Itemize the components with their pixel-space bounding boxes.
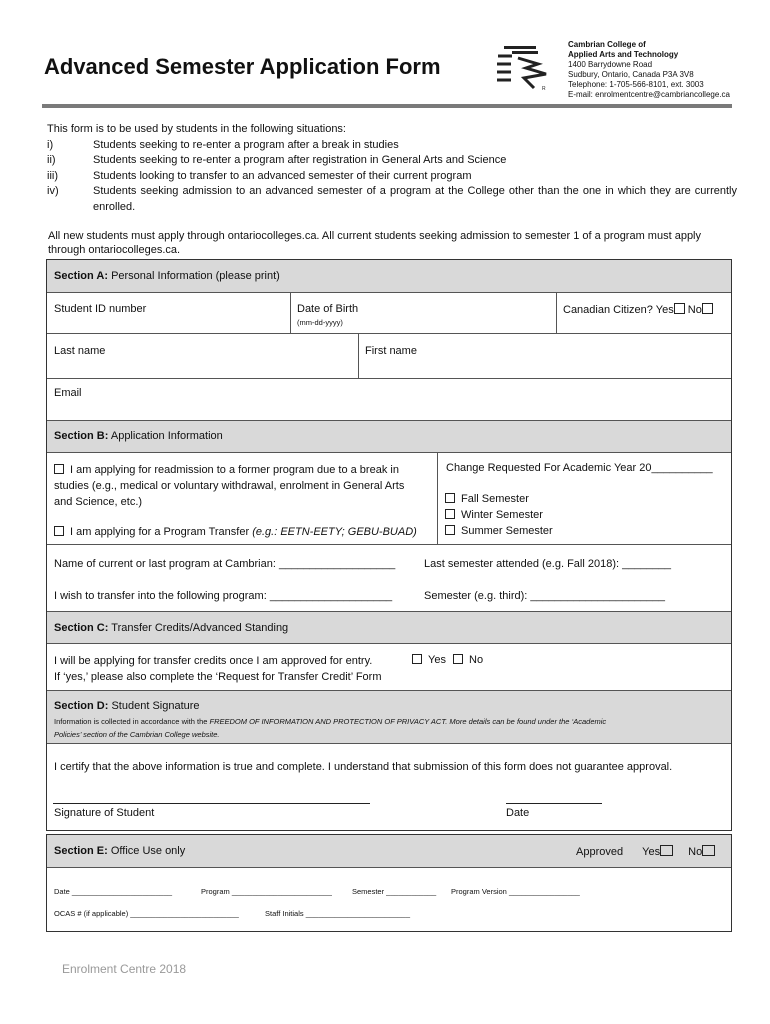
winter-semester-checkbox[interactable] <box>445 509 455 519</box>
svg-text:R: R <box>542 86 546 92</box>
email-field[interactable]: Email <box>54 387 82 399</box>
office-program-version-field[interactable]: Program Version _________________ <box>451 887 580 896</box>
summer-semester-checkbox[interactable] <box>445 525 455 535</box>
header-divider <box>42 104 732 108</box>
program-transfer-checkbox[interactable] <box>54 526 64 536</box>
office-semester-field[interactable]: Semester ____________ <box>352 887 437 896</box>
date-line[interactable] <box>506 803 602 804</box>
dob-format: (mm-dd-yyyy) <box>297 318 343 327</box>
footer-text: Enrolment Centre 2018 <box>62 962 187 976</box>
transfer-credit-yes-checkbox[interactable] <box>412 654 422 664</box>
readmission-checkbox[interactable] <box>54 464 64 474</box>
transfer-credit-no-checkbox[interactable] <box>453 654 463 664</box>
privacy-notice: Information is collected in accordance with the FREEDOM OF INFORMATION AND PROTECTION OF PRIVACY ACT. More details can be found under the ‘Academic <box>54 717 607 726</box>
office-date-field[interactable]: Date ________________________ <box>54 887 173 896</box>
approved-no-checkbox[interactable] <box>702 845 715 856</box>
academic-year-field[interactable]: Change Requested For Academic Year 20__________ <box>446 462 713 474</box>
page-title: Advanced Semester Application Form <box>44 54 441 79</box>
citizen-yes-checkbox[interactable] <box>674 303 685 314</box>
last-name-field[interactable]: Last name <box>54 345 106 357</box>
current-program-field[interactable]: Name of current or last program at Cambrian: ___________________ <box>54 558 396 570</box>
college-address: Cambrian College of Applied Arts and Technology 1400 Barrydowne Road Sudbury, Ontario, Canada P3A 3V8 Telephone: 1-705-566-8101, ext. 3003 E-mail: enrolmentcentre@cambriancollege.ca <box>568 40 730 99</box>
student-id-field[interactable]: Student ID number <box>54 303 147 315</box>
office-ocas-field[interactable]: OCAS # (if applicable) __________________________ <box>54 909 239 918</box>
list-item: iv) Students seeking admission to an advanced semester of a program at the College other than the one in which they are currently enrolled. <box>47 185 737 213</box>
intro-text: This form is to be used by students in the following situations: i) Students seeking to re-enter a program after a break in studies ii) Students seeking to re-enter a program after registration in General Arts and Science iii) Students looking to transfer to an advanced semester of their current program iv) Students seeking admission to an advanced semester of a program at the College other than the one in which they are currently enrolled. <box>47 122 737 215</box>
list-item: iii) Students looking to transfer to an advanced semester of their current program <box>47 169 472 182</box>
last-semester-field[interactable]: Last semester attended (e.g. Fall 2018): ________ <box>424 558 672 570</box>
transfer-semester-field[interactable]: Semester (e.g. third): ______________________ <box>424 590 665 602</box>
office-staff-initials-field[interactable]: Staff Initials _________________________ <box>265 909 410 918</box>
office-program-field[interactable]: Program ________________________ <box>201 887 332 896</box>
citizen-no-checkbox[interactable] <box>702 303 713 314</box>
certification-statement: I certify that the above information is true and complete. I understand that submission of this form does not guarantee approval. <box>54 761 673 773</box>
approved-yes-checkbox[interactable] <box>660 845 673 856</box>
list-item: ii) Students seeking to re-enter a program after registration in General Arts and Science <box>47 154 507 166</box>
fall-semester-checkbox[interactable] <box>445 493 455 503</box>
list-item: i) Students seeking to re-enter a program after a break in studies <box>47 138 399 151</box>
first-name-field[interactable]: First name <box>365 345 417 357</box>
signature-line[interactable] <box>53 803 370 804</box>
dob-field[interactable]: Date of Birth <box>297 303 359 315</box>
transfer-program-field[interactable]: I wish to transfer into the following program: ____________________ <box>54 590 393 602</box>
ontariocolleges-note: All new students must apply through ontariocolleges.ca. All current students seeking admission to semester 1 of a program must apply through ontariocolleges.ca. <box>48 230 702 256</box>
cambrian-logo-icon <box>494 44 554 94</box>
